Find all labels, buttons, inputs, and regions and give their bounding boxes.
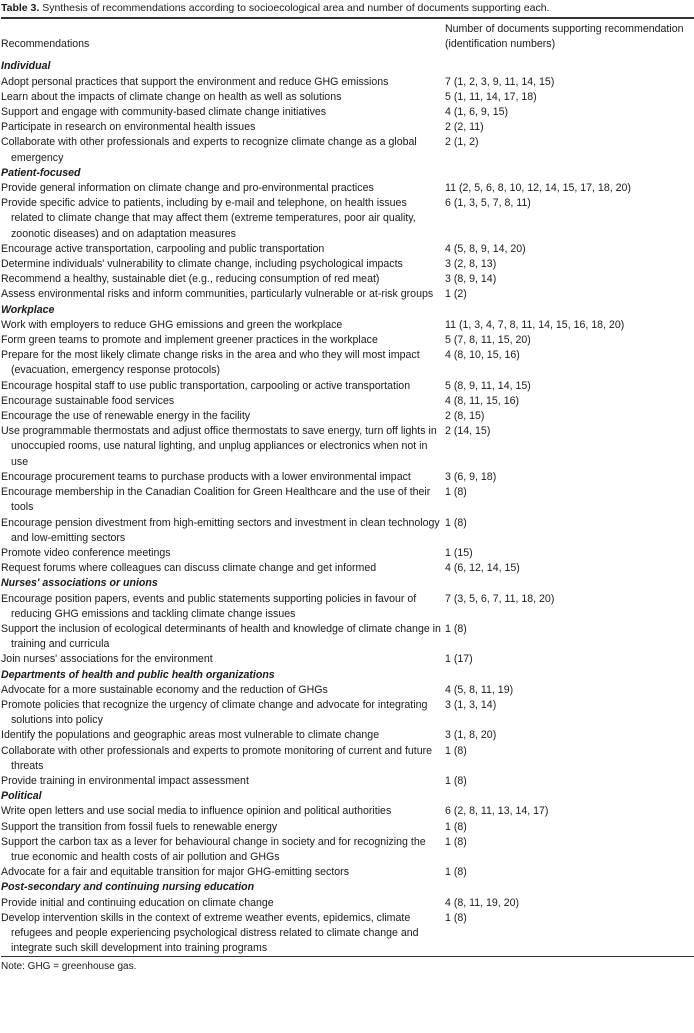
section-header-row — [1, 880, 694, 895]
recommendation-cell — [1, 75, 445, 90]
recommendation-text: Provide initial and continuing education on climate change — [1, 896, 274, 909]
table-row — [1, 820, 694, 835]
documents-cell: 1 (8) — [445, 911, 467, 924]
table-row — [1, 135, 694, 165]
recommendation-cell — [1, 470, 445, 485]
recommendation-cell — [1, 728, 445, 743]
table-row — [1, 75, 694, 90]
recommendation-cell — [1, 911, 445, 957]
recommendation-cell — [1, 820, 445, 835]
recommendation-text: Encourage pension divestment from high-emitting sectors and investment in clean technology and low-emitting sectors — [1, 516, 440, 544]
table-note: Note: GHG = greenhouse gas. — [1, 961, 137, 973]
recommendation-cell — [1, 683, 445, 698]
section-title: Political — [1, 790, 42, 803]
recommendation-text: Work with employers to reduce GHG emissions and green the workplace — [1, 318, 343, 331]
recommendation-cell — [1, 744, 445, 774]
documents-cell: 1 (8) — [445, 866, 467, 879]
section-title: Workplace — [1, 303, 55, 316]
recommendation-text: Identify the populations and geographic areas most vulnerable to climate change — [1, 729, 380, 742]
table-body — [1, 55, 694, 956]
documents-cell: 11 (1, 3, 4, 7, 8, 11, 14, 15, 16, 18, 20) — [445, 318, 625, 331]
recommendation-text: Encourage sustainable food services — [1, 394, 175, 407]
recommendation-text: Determine individuals' vulnerability to climate change, including psychological impacts — [1, 258, 403, 271]
table-row — [1, 592, 694, 622]
recommendation-text: Join nurses' associations for the environment — [1, 653, 213, 666]
table-row — [1, 744, 694, 774]
recommendation-text: Promote video conference meetings — [1, 546, 171, 559]
recommendation-text: Support the inclusion of ecological determinants of health and knowledge of climate change in training and curricula — [1, 622, 441, 651]
recommendation-text: Provide training in environmental impact assessment — [1, 774, 249, 787]
table-row — [1, 728, 694, 743]
documents-cell: 1 (2) — [445, 288, 467, 301]
documents-cell: 4 (1, 6, 9, 15) — [445, 106, 509, 119]
header-recommendations: Recommendations — [1, 38, 90, 51]
table-row — [1, 379, 694, 394]
recommendations-table — [1, 19, 694, 956]
documents-cell: 7 (3, 5, 6, 7, 11, 18, 20) — [445, 592, 555, 605]
documents-cell: 1 (17) — [445, 653, 473, 666]
recommendation-cell — [1, 865, 445, 880]
recommendation-text: Collaborate with other professionals and experts to recognize climate change as a global emergency — [1, 136, 417, 164]
documents-cell: 3 (1, 8, 20) — [445, 729, 497, 742]
recommendation-text: Participate in research on environmental health issues — [1, 121, 256, 134]
recommendation-text: Provide specific advice to patients, including by e-mail and telephone, on health issues related to climate change that may affect them (extreme temperatures, poor air quality, zoonotic diseases) and on adaptation measures — [1, 197, 416, 240]
table-row — [1, 865, 694, 880]
table-row — [1, 181, 694, 196]
recommendation-text: Support and engage with community-based climate change initiatives — [1, 106, 327, 119]
recommendation-cell — [1, 105, 445, 120]
documents-cell: 4 (5, 8, 9, 14, 20) — [445, 242, 526, 255]
table-row — [1, 348, 694, 378]
recommendation-cell — [1, 287, 445, 302]
recommendation-cell — [1, 242, 445, 257]
recommendation-text: Recommend a healthy, sustainable diet (e.g., reducing consumption of red meat) — [1, 273, 380, 286]
header-row — [1, 19, 694, 55]
table-row — [1, 622, 694, 652]
table-row — [1, 105, 694, 120]
table-row — [1, 698, 694, 728]
table-row — [1, 272, 694, 287]
recommendation-cell — [1, 379, 445, 394]
table-row — [1, 546, 694, 561]
table-row — [1, 774, 694, 789]
recommendation-text: Collaborate with other professionals and experts to promote monitoring of current and future threats — [1, 744, 433, 772]
caption-text: Synthesis of recommendations according to socioecological area and number of documents supporting each. — [42, 2, 550, 14]
table-row — [1, 120, 694, 135]
table-row — [1, 485, 694, 515]
documents-cell: 3 (6, 9, 18) — [445, 470, 497, 483]
table-caption — [1, 0, 694, 17]
documents-cell: 4 (8, 11, 19, 20) — [445, 896, 520, 909]
section-header-row — [1, 789, 694, 804]
recommendation-cell — [1, 257, 445, 272]
table-row — [1, 287, 694, 302]
documents-cell: 2 (8, 15) — [445, 410, 485, 423]
documents-cell: 7 (1, 2, 3, 9, 11, 14, 15) — [445, 75, 555, 88]
recommendation-cell — [1, 592, 445, 622]
table-row — [1, 683, 694, 698]
recommendation-cell — [1, 424, 445, 470]
documents-cell: 1 (8) — [445, 835, 467, 848]
table-row — [1, 911, 694, 957]
recommendation-text: Advocate for a more sustainable economy and the reduction of GHGs — [1, 683, 328, 696]
section-title: Patient-focused — [1, 166, 81, 179]
recommendation-cell — [1, 90, 445, 105]
section-title: Post-secondary and continuing nursing education — [1, 881, 255, 894]
recommendation-text: Encourage hospital staff to use public transportation, carpooling or active transportation — [1, 379, 411, 392]
documents-cell: 1 (15) — [445, 546, 473, 559]
documents-cell: 2 (14, 15) — [445, 425, 491, 438]
recommendation-cell — [1, 120, 445, 135]
recommendation-text: Form green teams to promote and implement greener practices in the workplace — [1, 334, 378, 347]
recommendation-cell — [1, 272, 445, 287]
table-row — [1, 470, 694, 485]
recommendation-text: Encourage the use of renewable energy in the facility — [1, 410, 251, 423]
documents-cell: 4 (8, 11, 15, 16) — [445, 394, 520, 407]
documents-cell: 1 (8) — [445, 744, 467, 757]
documents-cell: 2 (2, 11) — [445, 121, 484, 134]
recommendation-cell — [1, 546, 445, 561]
documents-cell: 5 (8, 9, 11, 14, 15) — [445, 379, 531, 392]
table-row — [1, 804, 694, 819]
recommendation-text: Encourage procurement teams to purchase products with a lower environmental impact — [1, 470, 411, 483]
recommendation-cell — [1, 348, 445, 378]
table-row — [1, 196, 694, 242]
recommendation-cell — [1, 196, 445, 242]
table-row — [1, 896, 694, 911]
recommendation-text: Provide general information on climate change and pro-environmental practices — [1, 182, 374, 195]
section-title: Individual — [1, 60, 51, 73]
recommendation-cell — [1, 561, 445, 576]
documents-cell: 4 (5, 8, 11, 19) — [445, 683, 514, 696]
documents-cell: 1 (8) — [445, 622, 467, 635]
recommendation-cell — [1, 622, 445, 652]
documents-cell: 3 (2, 8, 13) — [445, 258, 497, 271]
documents-cell: 11 (2, 5, 6, 8, 10, 12, 14, 15, 17, 18, 20) — [445, 182, 631, 195]
documents-cell: 4 (8, 10, 15, 16) — [445, 349, 520, 362]
table-row — [1, 90, 694, 105]
recommendation-text: Advocate for a fair and equitable transition for major GHG-emitting sectors — [1, 866, 349, 879]
recommendation-text: Learn about the impacts of climate change on health as well as solutions — [1, 90, 342, 103]
recommendation-text: Prepare for the most likely climate change risks in the area and who they will most impact (evacuation, emergency response protocols) — [1, 349, 420, 377]
table-row — [1, 257, 694, 272]
table-row — [1, 409, 694, 424]
table-row — [1, 394, 694, 409]
table-row — [1, 561, 694, 576]
recommendation-cell — [1, 698, 445, 728]
recommendation-cell — [1, 516, 445, 546]
recommendation-text: Support the transition from fossil fuels to renewable energy — [1, 820, 278, 833]
table-row — [1, 835, 694, 865]
section-header-row — [1, 166, 694, 181]
section-title: Departments of health and public health organizations — [1, 668, 275, 681]
table-row — [1, 516, 694, 546]
documents-cell: 6 (2, 8, 11, 13, 14, 17) — [445, 805, 549, 818]
recommendation-cell — [1, 652, 445, 667]
recommendation-text: Use programmable thermostats and adjust office thermostats to save energy, turn off lights in unoccupied rooms, use natural lighting, and unplug appliances or electronics when not in use — [1, 425, 437, 468]
documents-cell: 1 (8) — [445, 516, 467, 529]
recommendation-cell — [1, 333, 445, 348]
documents-cell: 5 (7, 8, 11, 15, 20) — [445, 334, 531, 347]
documents-cell: 2 (1, 2) — [445, 136, 479, 149]
section-header-row — [1, 576, 694, 591]
recommendation-text: Encourage active transportation, carpooling and public transportation — [1, 242, 325, 255]
section-header-row — [1, 55, 694, 74]
recommendation-cell — [1, 181, 445, 196]
recommendation-cell — [1, 409, 445, 424]
documents-cell: 3 (1, 3, 14) — [445, 698, 497, 711]
section-title: Nurses' associations or unions — [1, 577, 158, 590]
documents-cell: 1 (8) — [445, 486, 467, 499]
section-header-row — [1, 668, 694, 683]
recommendation-cell — [1, 135, 445, 165]
recommendation-cell — [1, 394, 445, 409]
recommendation-text: Support the carbon tax as a lever for behavioural change in society and for recognizing the true economic and health costs of air pollution and GHGs — [1, 835, 426, 863]
table-row — [1, 333, 694, 348]
recommendation-text: Develop intervention skills in the context of extreme weather events, epidemics, climate refugees and people experiencing psychological distress related to climate change and integrate such skill development into training programs — [1, 911, 419, 955]
table-row — [1, 242, 694, 257]
recommendation-cell — [1, 896, 445, 911]
caption-label: Table 3. — [1, 2, 40, 14]
recommendation-text: Promote policies that recognize the urgency of climate change and advocate for integrating solutions into policy — [1, 698, 428, 727]
documents-cell: 5 (1, 11, 14, 17, 18) — [445, 90, 537, 103]
table-row — [1, 318, 694, 333]
recommendation-text: Write open letters and use social media to influence opinion and political authorities — [1, 805, 392, 818]
table-row — [1, 424, 694, 470]
documents-cell: 1 (8) — [445, 774, 467, 787]
table-row — [1, 652, 694, 667]
recommendation-cell — [1, 485, 445, 515]
recommendation-cell — [1, 804, 445, 819]
documents-cell: 6 (1, 3, 5, 7, 8, 11) — [445, 197, 531, 210]
section-header-row — [1, 303, 694, 318]
recommendation-cell — [1, 318, 445, 333]
recommendation-text: Request forums where colleagues can discuss climate change and get informed — [1, 562, 377, 575]
recommendation-text: Encourage position papers, events and public statements supporting policies in favour of reducing GHG emissions and tackling climate change issues — [1, 592, 417, 620]
documents-cell: 1 (8) — [445, 820, 467, 833]
recommendation-cell — [1, 774, 445, 789]
recommendation-cell — [1, 835, 445, 865]
recommendation-text: Encourage membership in the Canadian Coalition for Green Healthcare and the use of their tools — [1, 486, 431, 514]
documents-cell: 3 (8, 9, 14) — [445, 273, 497, 286]
recommendation-text: Adopt personal practices that support the environment and reduce GHG emissions — [1, 75, 389, 88]
documents-cell: 4 (6, 12, 14, 15) — [445, 562, 520, 575]
header-documents: Number of documents supporting recommendation (identification numbers) — [445, 23, 684, 51]
recommendation-text: Assess environmental risks and inform communities, particularly vulnerable or at-risk groups — [1, 288, 434, 301]
